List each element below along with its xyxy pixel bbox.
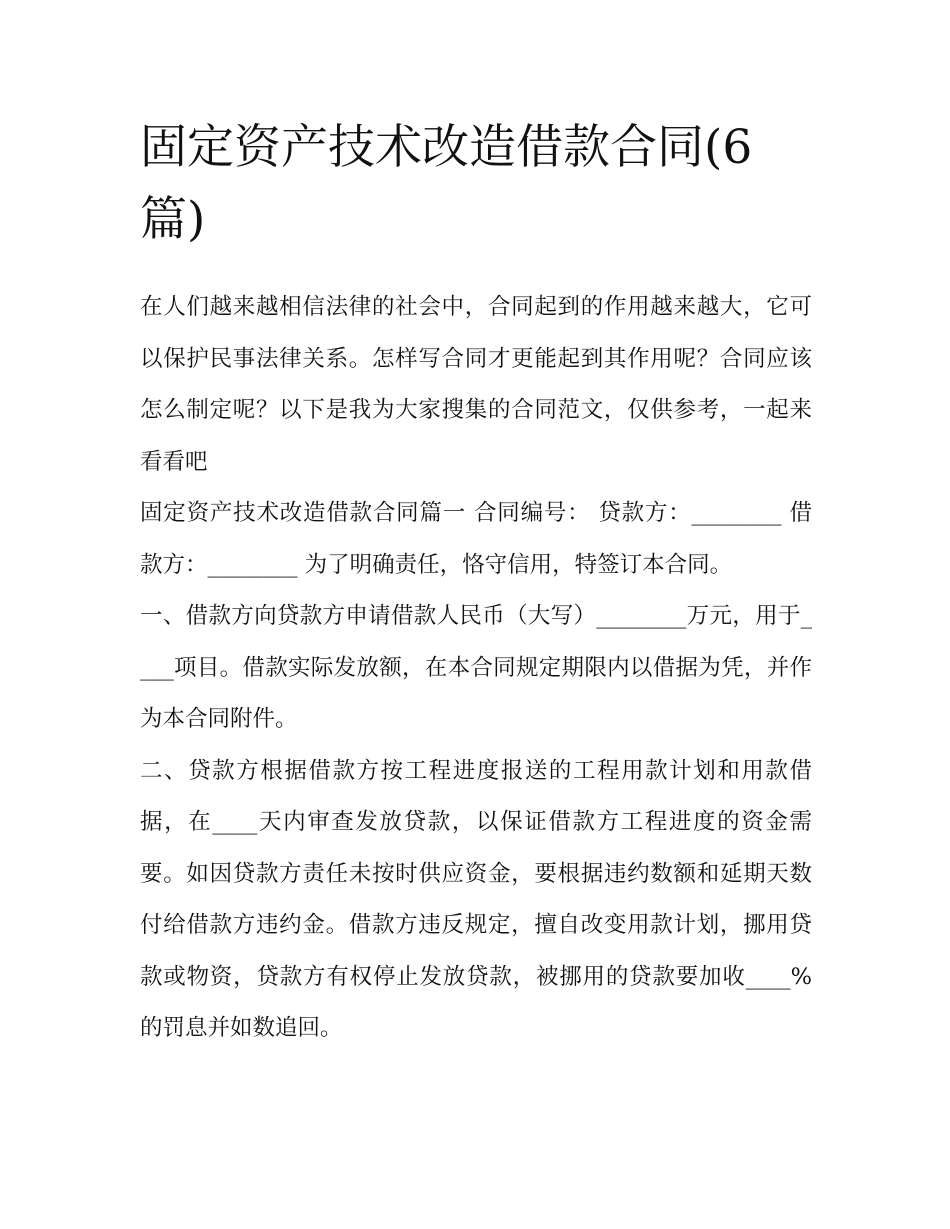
clause-one-paragraph: 一、借款方向贷款方申请借款人民币（大写）________万元，用于____项目。借款实际发放额，在本合同规定期限内以借据为凭，并作为本合同附件。 — [140, 603, 812, 732]
clause-two-paragraph: 二、贷款方根据借款方按工程进度报送的工程用款计划和用款借据，在____天内审查发放贷款，以保证借款方工程进度的资金需要。如因贷款方责任未按时供应资金，要根据违约数额和延期天数付给借款方违约金。借款方违反规定，擅自改变用款计划，挪用贷款或物资，贷款方有权停止发放贷款，被挪用的贷款要加收____%的罚息并如数追回。 — [140, 757, 812, 1041]
document-body — [140, 112, 812, 1055]
intro-paragraph: 在人们越来越相信法律的社会中，合同起到的作用越来越大，它可以保护民事法律关系。怎样写合同才更能起到其作用呢？合同应该怎么制定呢？以下是我为大家搜集的合同范文，仅供参考，一起来看看吧 — [140, 294, 812, 475]
contract-header-paragraph: 固定资产技术改造借款合同篇一 合同编号： 贷款方：________ 借款方：________ 为了明确责任，恪守信用，特签订本合同。 — [140, 500, 812, 578]
document-title: 固定资产技术改造借款合同(6篇) — [140, 120, 753, 247]
